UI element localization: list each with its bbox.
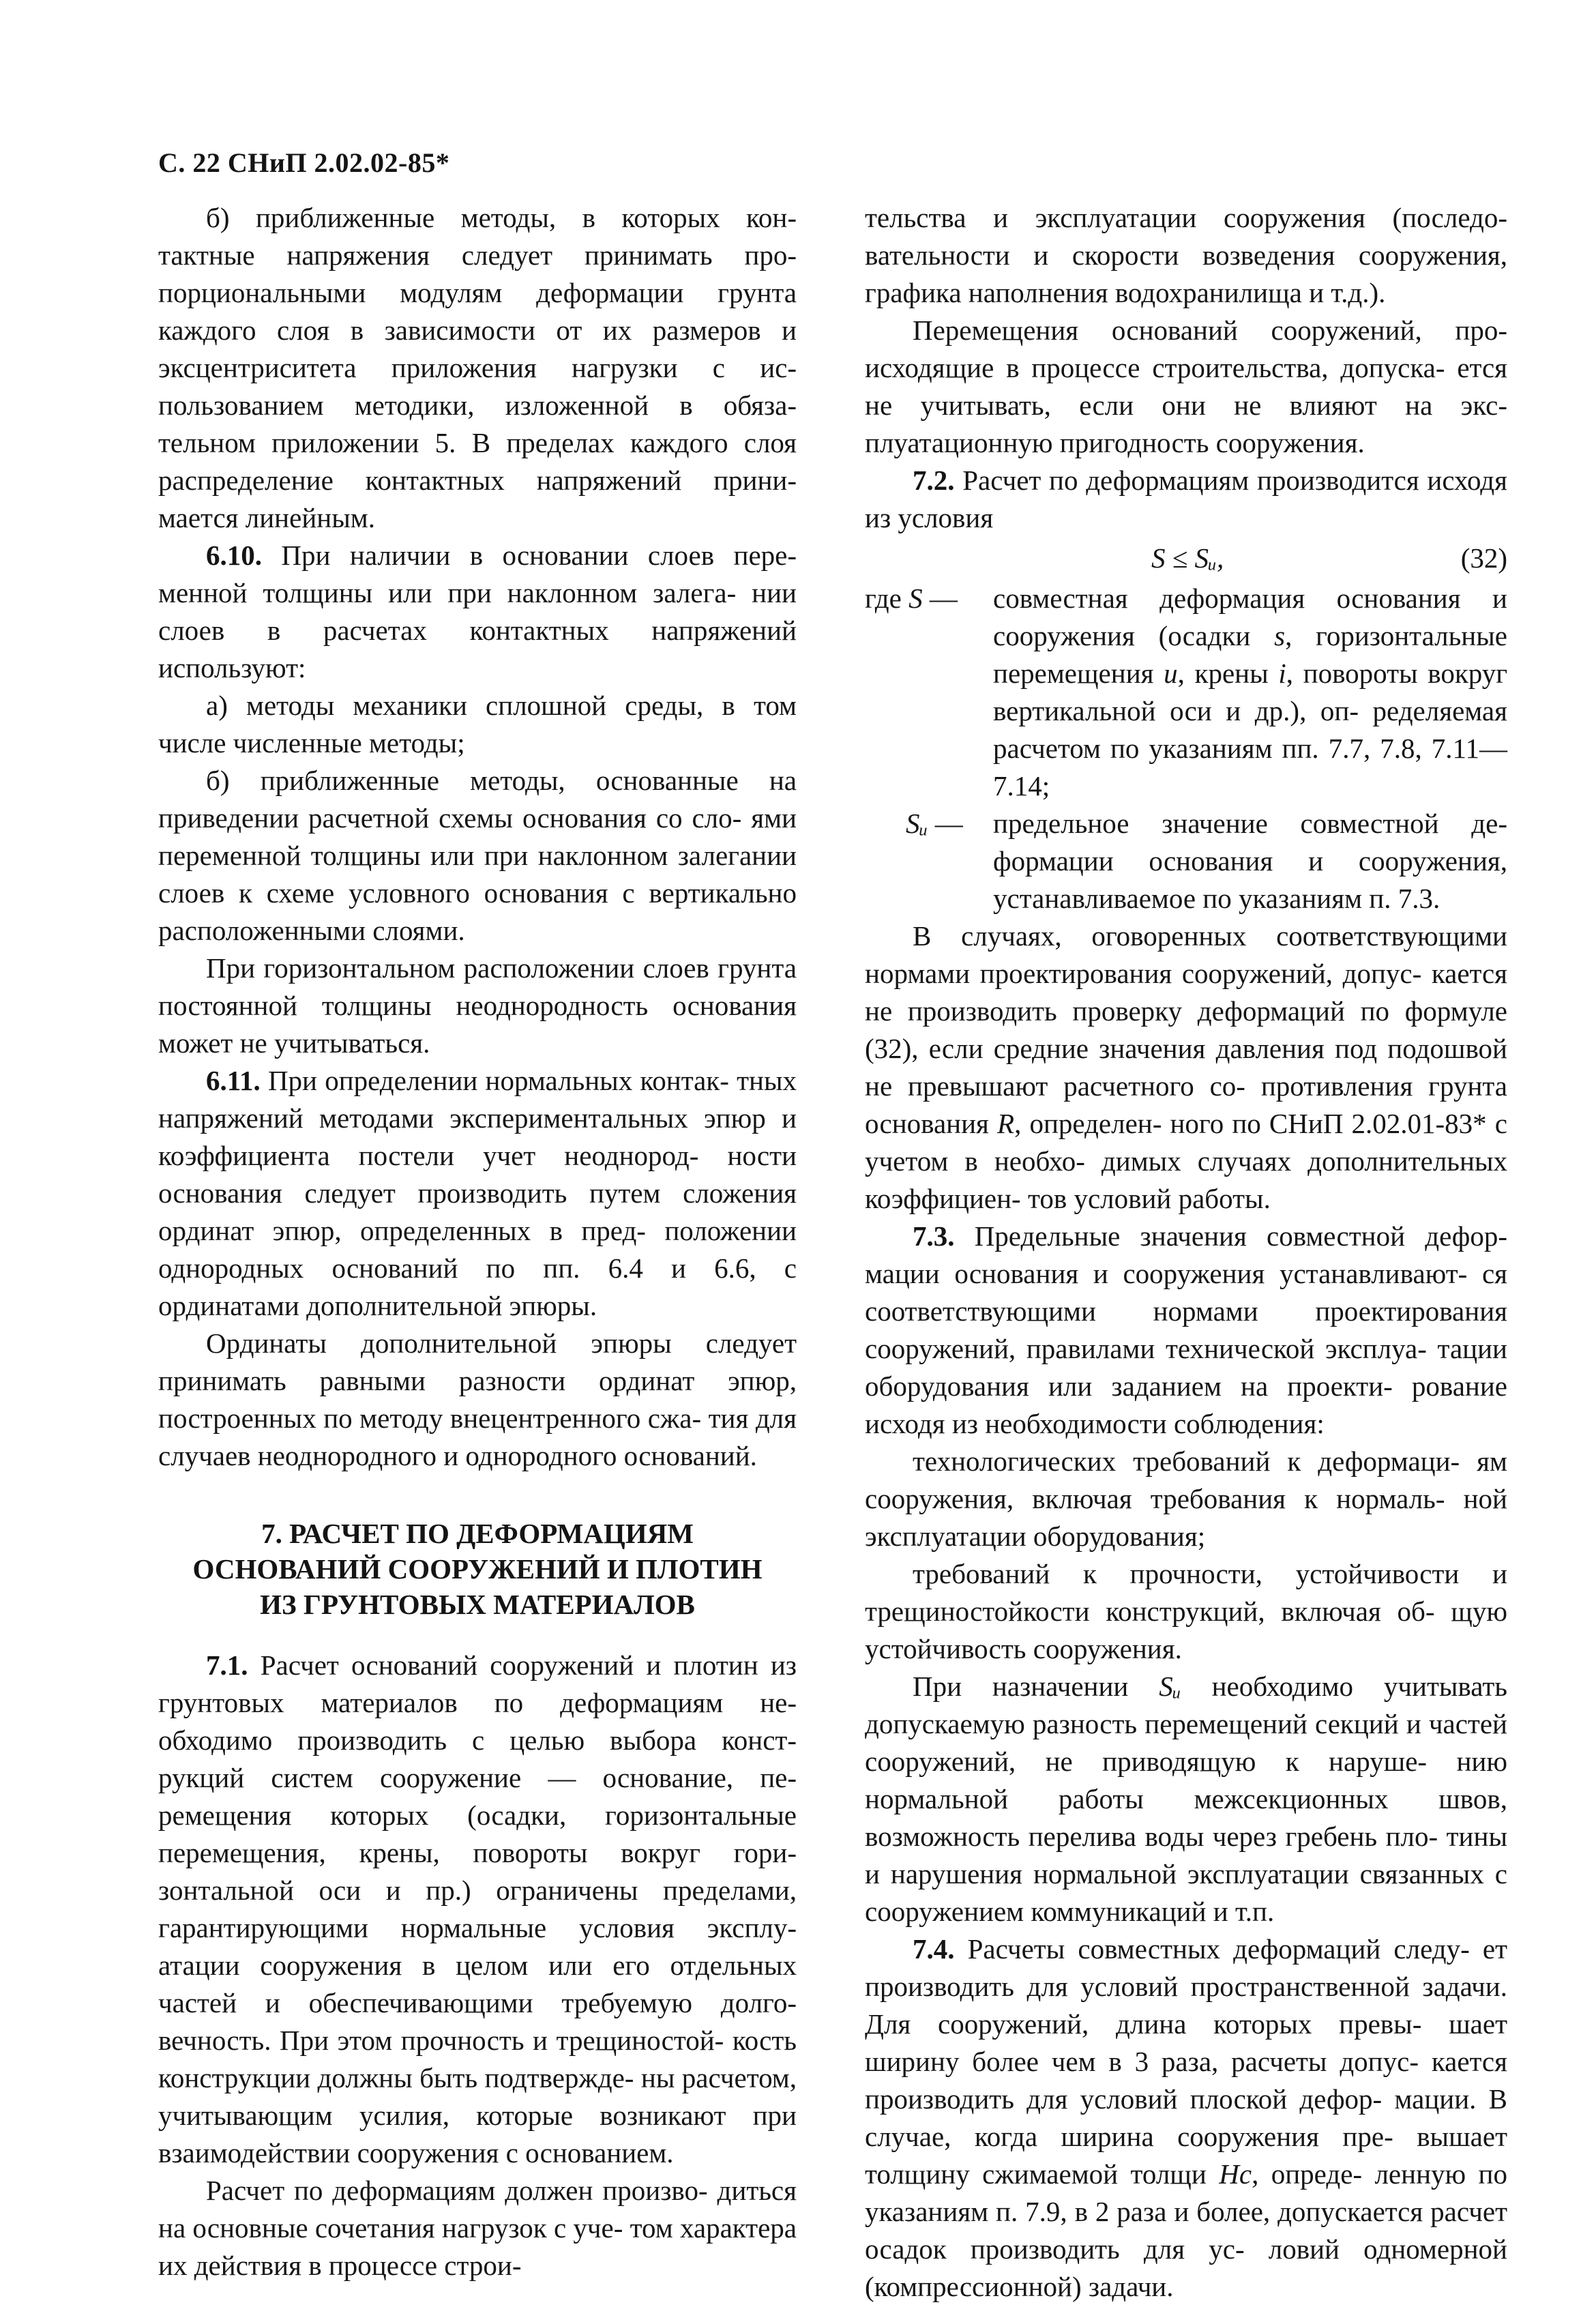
section-title-line: ОСНОВАНИЙ СООРУЖЕНИЙ И ПЛОТИН [192, 1553, 763, 1585]
where-symbol: где S — [865, 583, 958, 614]
clause-number: 7.1. [206, 1649, 248, 1681]
paragraph: Перемещения оснований сооружений, про- исходящие в процессе строительства, допуска- ется не учитывать, если они не влияют на экс- плуатационную пригодность сооружения. [865, 314, 1507, 458]
left-column [158, 199, 797, 2284]
where-symbol: Sᵤ — [906, 808, 963, 839]
where-item [865, 580, 1507, 805]
clause-number: 6.11. [206, 1065, 261, 1096]
page-header: С. 22 СНиП 2.02.02-85* [158, 147, 450, 178]
paragraph-6-10 [158, 537, 797, 687]
paragraph-text: Расчет оснований сооружений и плотин из грунтовых материалов по деформациям не- обходимо производить с целью выбора конст- рукций систем сооружение — основание, пе- ремещения которых (осадки, горизонтальные перемещения, крены, повороты вокруг гори- зонтальной оси и пр.) ограничены пределами, гарантирующими нормальные условия эксплу- атации сооружения в целом или его отдельных частей и обеспечивающими требуемую долго- вечность. При этом прочность и трещиностой- кость конструкции должны быть подтвержде- ны расчетом, учитывающим усилия, которые возникают при взаимодействии сооружения с основанием. [158, 1649, 797, 2169]
clause-number: 7.3. [913, 1220, 955, 1252]
formula-number: (32) [1460, 542, 1507, 574]
formula: S ≤ Sᵤ, [1151, 542, 1224, 574]
paragraph-continued: тельства и эксплуатации сооружения (последо- вательности и скорости возведения сооружения, графика наполнения водохранилища и т.д.). [865, 202, 1507, 308]
paragraph: Ординаты дополнительной эпюры следует принимать равными разности ординат эпюр, построенных по методу внецентренного сжа- тия для случаев неоднородного и однородного оснований. [158, 1327, 797, 1471]
where-item [865, 805, 1507, 917]
clause-number: 6.10. [206, 540, 262, 571]
section-title-line: ИЗ ГРУНТОВЫХ МАТЕРИАЛОВ [260, 1589, 695, 1620]
section-title [158, 1516, 797, 1622]
paragraph: технологических требований к деформаци- ям сооружения, включая требования к нормаль- ной эксплуатации оборудования; [865, 1445, 1507, 1552]
paragraph: При назначении Sᵤ необходимо учитывать допускаемую разность перемещений секций и частей сооружений, не приводящую к наруше- нию нормальной работы межсекционных швов, возможность перелива воды через гребень пло- тины и нарушения нормальной эксплуатации связанных с сооружением коммуникаций и т.п. [865, 1671, 1507, 1927]
right-column [865, 199, 1507, 2306]
section-title-line: 7. РАСЧЕТ ПО ДЕФОРМАЦИЯМ [261, 1518, 694, 1549]
clause-number: 7.2. [913, 465, 955, 496]
formula-row [865, 540, 1507, 577]
paragraph-6-11 [158, 1062, 797, 1325]
paragraph: б) приближенные методы, основанные на приведении расчетной схемы основания со сло- ями переменной толщины или при наклонном залегании слоев к схеме условного основания с вертикально расположенными слоями. [158, 765, 797, 946]
paragraph: В случаях, оговоренных соответствующими нормами проектирования сооружений, допус- кается не производить проверку деформаций по формуле (32), если средние значения давления под подошвой не превышают расчетного со- противления грунта основания R, определен- ного по СНиП 2.02.01-83* с учетом в необхо- димых случаях дополнительных коэффициен- тов условий работы. [865, 920, 1507, 1214]
paragraph-7-4: 7.4. Расчеты совместных деформаций следу- ет производить для условий пространственной задачи. Для сооружений, длина которых превы- шает ширину более чем в 3 раза, расчеты допус- кается производить для условий плоской дефор- мации. В случае, когда ширина сооружения пре- вышает толщину сжимаемой толщи Hc, опреде- ленную по указаниям п. 7.9, в 2 раза и более, допускается расчет осадок производить для ус- ловий одномерной (компрессионной) задачи. [865, 1933, 1507, 2302]
where-definition: предельное значение совместной де- формации основания и сооружения, устанавливаемое по указаниям п. 7.3. [993, 808, 1507, 914]
paragraph-7-3 [865, 1218, 1507, 1443]
paragraph-text: При наличии в основании слоев пере- менной толщины или при наклонном залега- нии слоев в расчетах контактных напряжений используют: [158, 540, 797, 684]
paragraph: а) методы механики сплошной среды, в том числе численные методы; [158, 690, 797, 759]
paragraph-7-1 [158, 1647, 797, 2172]
paragraph-text: При определении нормальных контак- тных напряжений методами экспериментальных эпюр и коэффициента постели учет неоднород- ности основания следует производить путем сложения ординат эпюр, определенных в пред- положении однородных оснований по пп. 6.4 и 6.6, с ординатами дополнительной эпюры. [158, 1065, 797, 1321]
paragraph-7-2 [865, 462, 1507, 537]
clause-number: 7.4. [913, 1933, 955, 1965]
paragraph: При горизонтальном расположении слоев грунта постоянной толщины неоднородность основания может не учитываться. [158, 952, 797, 1059]
paragraph: Расчет по деформациям должен произво- диться на основные сочетания нагрузок с уче- том характера их действия в процессе строи- [158, 2175, 797, 2281]
where-definition: совместная деформация основания и сооружения (осадки s, горизонтальные перемещения u, крены i, повороты вокруг вертикальной оси и др.), оп- ределяемая расчетом по указаниям пп. 7.7, 7.8, 7.11—7.14; [993, 583, 1508, 802]
paragraph-text: Предельные значения совместной дефор- мации основания и сооружения устанавливают- ся соответствующими нормами проектирования сооружений, правилами технической эксплуа- тации оборудования или заданием на проекти- рование исходя из необходимости соблюдения: [865, 1220, 1507, 1439]
paragraph-text: Расчет по деформациям производится исходя из условия [865, 465, 1507, 533]
paragraph: требований к прочности, устойчивости и трещиностойкости конструкций, включая об- щую устойчивость сооружения. [865, 1558, 1507, 1664]
paragraph: б) приближенные методы, в которых кон- тактные напряжения следует принимать про- порциональными модулям деформации грунта каждого слоя в зависимости от их размеров и эксцентриситета приложения нагрузки с ис- пользованием методики, изложенной в обяза- тельном приложении 5. В пределах каждого слоя распределение контактных напряжений прини- мается линейным. [158, 202, 797, 533]
